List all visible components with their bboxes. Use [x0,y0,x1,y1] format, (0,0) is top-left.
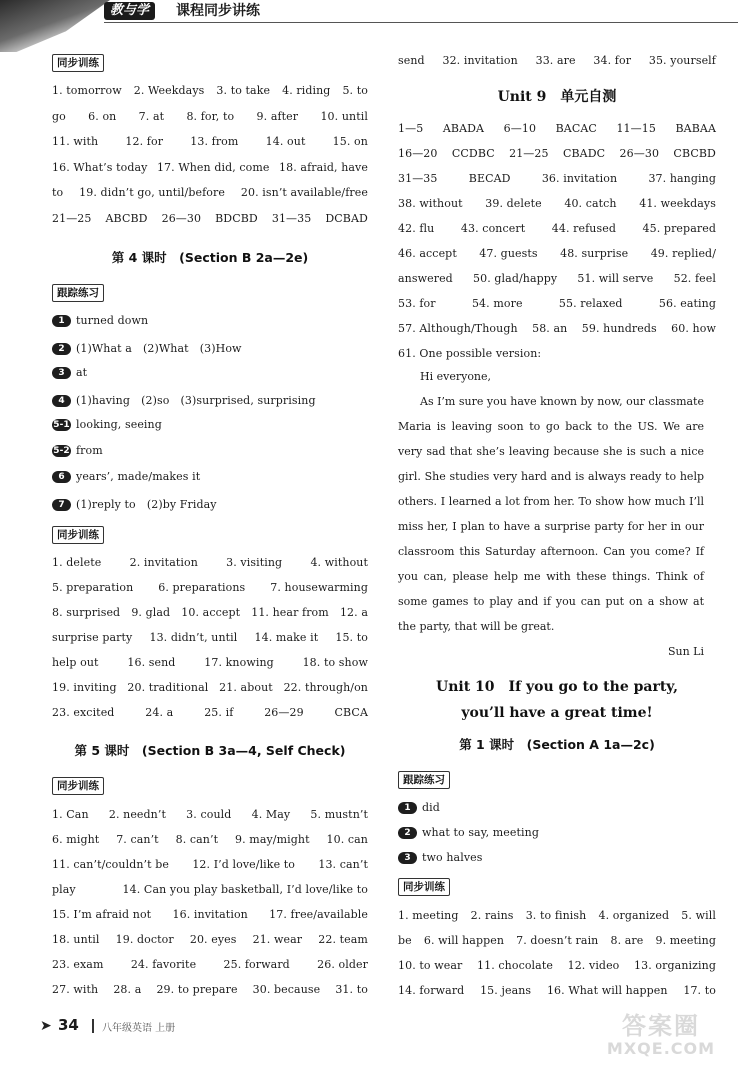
answer-row [398,272,716,285]
answer-row [52,556,368,569]
answer-row-cell: 14. out [265,135,306,148]
answer-row-cell: 6. preparations [158,581,246,594]
answer-row-cell: 5. preparation [52,581,134,594]
answer-row-cell: 20. isn’t available/free [240,186,368,199]
answer-row-cell: 14. Can you play basketball, I’d love/like to [122,883,368,896]
answer-row [398,909,716,922]
answer-row-cell: 6. might [52,833,100,846]
item-number-badge: 1 [52,315,71,327]
track-item [52,418,162,431]
watermark-logo [586,1012,736,1060]
answer-row-cell: 10. can [326,833,368,846]
answer-row-cell: 19. didn’t go, until/before [79,186,225,199]
answer-row-cell: 23. excited [52,706,115,719]
answer-row-cell: 26—29 [264,706,304,719]
answer-row-cell: 3. to take [216,84,271,97]
page-footer [0,1010,750,1065]
answer-row-cell: 13. didn’t, until [149,631,238,644]
answer-row [52,84,368,97]
answer-row-cell: 16. send [127,656,176,669]
answer-row-cell: 8. are [610,934,644,947]
answer-row-cell: 9. may/might [235,833,310,846]
answer-row-cell: 4. without [310,556,368,569]
track-item [52,496,217,512]
item-number-badge: 4 [52,395,71,407]
answer-row-cell: 12. video [567,959,620,972]
answer-row-cell: 21. wear [252,933,303,946]
answer-row-cell: 17. free/available [269,908,368,921]
answer-row-cell: 9. meeting [655,934,716,947]
section-label: 跟踪练习 [52,284,104,302]
book-title: 八年级英语 上册 [102,1023,176,1034]
answer-row-cell: BDCBD [215,211,258,225]
answer-row-cell: 16. What will happen [546,984,668,997]
answer-row-cell: go [52,109,66,123]
answer-row-cell: 44. refused [551,222,616,235]
answer-row [398,984,716,997]
answer-row-cell: 37. hanging [648,172,716,185]
answer-row [52,135,368,148]
answer-row-cell: 8. for, to [186,109,235,123]
answer-row-cell: 19. doctor [115,933,174,946]
answer-row [398,122,716,135]
answer-row-cell: 30. because [252,983,321,996]
answer-row-cell: 15. on [332,135,368,148]
answer-row [52,656,368,669]
answer-row-cell: 16. What’s today [52,160,148,174]
arrow-icon: ➤ [40,1018,52,1034]
answer-row-cell: 55. relaxed [558,297,623,310]
item-number-badge: 6 [52,471,71,483]
answer-row-cell: 2. Weekdays [133,84,205,97]
answer-row-cell: 46. accept [398,247,457,260]
answer-row-cell: 15. I’m afraid not [52,908,152,921]
lesson-heading: 第 1 课时 (Section A 1a—2c) [459,737,655,752]
answer-row-cell: 5. will [681,909,716,922]
unit-heading: you’ll have a great time! [461,705,653,721]
answer-row-cell: 21—25 [52,211,92,225]
answer-row [398,54,716,67]
answer-row [398,222,716,235]
answer-row-cell: 50. glad/happy [473,272,558,285]
track-item [52,444,103,457]
answer-row-cell: CBADC [562,147,606,160]
answer-row [52,706,368,719]
lesson-heading: 第 4 课时 (Section B 2a—2e) [111,250,309,265]
answer-row-cell: 31—35 [271,211,312,225]
answer-row-cell: 53. for [398,297,436,310]
track-item [52,366,87,379]
section-label: 同步训练 [52,54,104,72]
answer-row [52,933,368,946]
track-item [52,314,148,327]
track-answer: what to say, meeting [422,826,539,839]
answer-row-cell: 12. a [339,606,368,619]
answer-row [52,186,368,199]
track-answer: turned down [76,314,149,327]
answer-row-cell: 12. for [125,135,164,148]
track-item [398,826,539,839]
answer-row-cell: 35. yourself [648,54,716,67]
track-answer: years’, made/makes it [76,470,201,483]
answer-row-cell: 4. riding [282,84,331,97]
answer-row-cell: 11. chocolate [477,959,553,972]
answer-row-cell: 48. surprise [560,247,629,260]
answer-row-cell: 18. until [52,933,100,946]
answer-row-cell: 11. can’t/couldn’t be [52,858,169,871]
answer-row [398,959,716,972]
answer-row-cell: 26—30 [619,147,660,160]
section-label: 同步训练 [398,878,450,896]
answer-row [398,247,716,260]
answer-row [52,606,368,619]
answer-row-cell: 8. can’t [175,833,219,846]
answer-row-cell: BABAA [675,122,716,135]
section-label: 同步训练 [52,777,104,795]
answer-row-cell: 19. inviting [52,681,117,694]
answer-row-cell: 10. until [320,109,368,123]
answer-row-cell: 54. more [471,297,523,310]
answer-row-cell: surprise party [52,631,133,644]
answer-row [52,110,368,123]
answer-row-cell: 7. at [138,109,165,123]
answer-row-cell: 18. to show [302,656,368,669]
answer-row-cell: 45. prepared [642,222,716,235]
lesson-heading: 第 5 课时 (Section B 3a—4, Self Check) [74,743,346,758]
answer-row-cell: 25. if [204,706,234,719]
answer-row-cell: 21. about [219,681,273,694]
answer-row-cell: 13. can’t [318,858,368,871]
answer-row [398,197,716,210]
answer-row [52,808,368,821]
answer-row-cell: 25. forward [223,958,290,971]
answer-row [52,161,368,174]
answer-row-cell: CBCBD [673,147,716,160]
answer-row-cell: 41. weekdays [639,197,716,210]
item-number-badge: 7 [52,499,71,511]
answer-row-cell: 39. delete [485,197,542,210]
answer-row-cell: 29. to prepare [156,983,238,996]
track-answer: looking, seeing [76,418,162,431]
answer-row-cell: 11. with [52,135,99,148]
answer-row [52,983,368,996]
answer-row-cell: 17. knowing [204,656,274,669]
answer-row-cell: 22. through/on [283,681,368,694]
answer-row-cell: help out [52,656,99,669]
answer-row-cell: 2. needn’t [108,808,166,821]
answer-row-cell: 20. traditional [127,681,209,694]
answer-row-cell: 3. visiting [226,556,283,569]
answer-row-cell: CBCA [334,706,368,719]
answer-row-cell: 31—35 [398,172,438,185]
answer-row [398,347,716,360]
answer-row-cell: 24. a [145,706,174,719]
track-item [398,851,483,864]
answer-row-cell: 52. feel [673,272,716,285]
answer-row-cell: 16—20 [398,147,438,160]
answer-row-cell: 56. eating [658,297,716,310]
answer-row-cell: 13. organizing [634,959,716,972]
answer-row-cell: ABADA [442,122,485,135]
item-number-badge: 1 [398,802,417,814]
answer-row-cell: 4. organized [598,909,670,922]
answer-row-cell: 20. eyes [189,933,237,946]
answer-row-cell: 18. afraid, have [279,160,368,174]
answer-row-cell: BACAC [555,122,597,135]
answer-row-cell: 15. to [335,631,368,644]
page-header [0,0,750,52]
answer-row-cell: 12. I’d love/like to [192,858,296,871]
header-rule [104,22,738,23]
answer-row [398,322,716,335]
answer-row-cell: 22. team [318,933,368,946]
answer-row-cell: 9. glad [131,606,171,619]
page-number: 34 [58,1016,79,1034]
footer-divider [92,1019,94,1033]
section-label: 跟踪练习 [398,771,450,789]
track-item [52,470,200,483]
answer-row-cell: 4. May [251,808,291,821]
answer-row-cell: 1. Can [52,808,89,821]
answer-row [52,212,368,225]
track-answer: did [422,801,440,814]
answer-row-cell: be [398,934,412,947]
answer-row [52,883,368,896]
answer-row-cell: 1—5 [398,122,424,135]
answer-row-cell: 32. invitation [442,54,518,67]
answer-row-cell: 1. tomorrow [52,84,122,97]
item-number-badge: 3 [398,852,417,864]
answer-row-cell: 42. flu [398,222,435,235]
answer-row [52,631,368,644]
answer-row-cell: answered [398,272,453,285]
answer-row-cell: 33. are [535,54,576,67]
item-number-badge: 5-2 [53,446,70,456]
answer-row-cell: 10. to wear [398,959,463,972]
answer-row [398,934,716,947]
answer-row [52,581,368,594]
answer-row-cell: 1. delete [52,556,102,569]
answer-row-cell: 27. with [52,983,99,996]
answer-row-cell: 61. One possible version: [398,347,542,360]
track-answer: (1)having (2)so (3)surprised, surprising [76,394,316,407]
answer-row-cell: 17. When did, come [156,160,270,174]
section-label: 同步训练 [52,526,104,544]
watermark-url: MXQE.COM [606,1039,716,1058]
sample-letter [398,364,704,664]
track-answer: (1)reply to (2)by Friday [76,498,217,511]
answer-row-cell: 6. will happen [423,934,505,947]
answer-row [52,858,368,871]
answer-row-cell: 11. hear from [251,606,329,619]
answer-row [52,833,368,846]
answer-row-cell: 59. hundreds [581,322,657,335]
answer-row-cell: 2. rains [470,909,514,922]
letter-greeting: Hi everyone, [420,370,492,383]
answer-row-cell: 16. invitation [172,908,248,921]
answer-row-cell: 60. how [671,322,716,335]
item-number-badge: 2 [52,343,71,355]
answer-row [52,681,368,694]
answer-row-cell: 38. without [398,197,463,210]
answer-row-cell: 51. will serve [577,272,654,285]
answer-row-cell: 2. invitation [129,556,198,569]
answer-row-cell: 58. an [532,322,568,335]
series-logo: 教与学 [104,2,155,20]
answer-row-cell: 36. invitation [541,172,618,185]
answer-row-cell: CCDBC [451,147,495,160]
answer-row-cell: 6. on [88,109,117,123]
answer-row-cell: 7. can’t [116,833,159,846]
answer-row-cell: 10. accept [181,606,241,619]
answer-row-cell: 6—10 [503,122,537,135]
answer-row-cell: send [398,54,425,67]
track-item [52,392,316,408]
answer-row-cell: ABCBD [105,211,148,225]
answer-row-cell: 26—30 [161,211,202,225]
track-item [398,801,440,814]
answer-row-cell: 5. mustn’t [310,808,368,821]
answer-row-cell: DCBAD [325,211,368,225]
unit-heading: Unit 10 If you go to the party, [436,679,678,695]
header-decoration [0,0,110,52]
answer-row-cell: 1. meeting [398,909,459,922]
letter-signature: Sun Li [667,645,704,658]
item-number-badge: 2 [398,827,417,839]
answer-row-cell: 43. concert [460,222,526,235]
answer-row-cell: 49. replied/ [650,247,716,260]
answer-row-cell: 17. to [683,984,716,997]
track-item [52,340,242,356]
answer-row-cell: 14. make it [254,631,319,644]
series-title: 课程同步讲练 [176,3,260,19]
answer-row-cell: 26. older [317,958,368,971]
answer-row [52,908,368,921]
track-answer: two halves [422,851,483,864]
answer-row-cell: 5. to [342,84,368,97]
answer-row-cell: 40. catch [564,197,617,210]
item-number-badge: 5-1 [53,420,70,430]
answer-row [52,958,368,971]
answer-row-cell: play [52,883,76,896]
answer-row-cell: 3. could [186,808,232,821]
track-answer: at [76,366,88,379]
answer-row-cell: 24. favorite [130,958,197,971]
answer-row-cell: 23. exam [52,958,104,971]
answer-row-cell: 28. a [113,983,142,996]
answer-row-cell: 15. jeans [480,984,532,997]
track-answer: from [76,444,103,457]
letter-body: As I’m sure you have known by now, our classmate Maria is leaving soon to go back to the US. We are very sad that she’s leaving because she is such a nice girl. She studies very hard and is always ready to help others. I learned a lot from her. To show how much I’ll miss her, I plan to have a surprise party for her in our classroom this Saturday afternoon. Can you come? If you can, please help me with these things. Think of some games to play and if you can put on a show at the party, that will be great. [398,395,704,633]
answer-row-cell: to [52,186,64,199]
unit-heading: Unit 9 单元自测 [497,89,617,105]
answer-row-cell: 7. doesn’t rain [516,934,599,947]
answer-row-cell: 34. for [593,54,632,67]
watermark-text: 答案圈 [622,1012,700,1040]
answer-row-cell: 3. to finish [525,909,587,922]
answer-row-cell: 57. Although/Though [398,322,518,335]
answer-row-cell: 11—15 [616,122,656,135]
answer-row [398,147,716,160]
answer-row [398,172,716,185]
answer-row-cell: 47. guests [479,247,538,260]
answer-row-cell: 31. to [335,983,368,996]
answer-row-cell: 9. after [256,109,299,123]
answer-row-cell: 13. from [190,135,239,148]
item-number-badge: 3 [52,367,71,379]
answer-row-cell: 7. housewarming [270,581,368,594]
answer-row-cell: 8. surprised [52,606,121,619]
answer-row-cell: BECAD [468,172,511,185]
answer-row-cell: 14. forward [398,984,465,997]
answer-row-cell: 21—25 [509,147,549,160]
track-answer: (1)What a (2)What (3)How [76,342,242,355]
answer-row [398,297,716,310]
